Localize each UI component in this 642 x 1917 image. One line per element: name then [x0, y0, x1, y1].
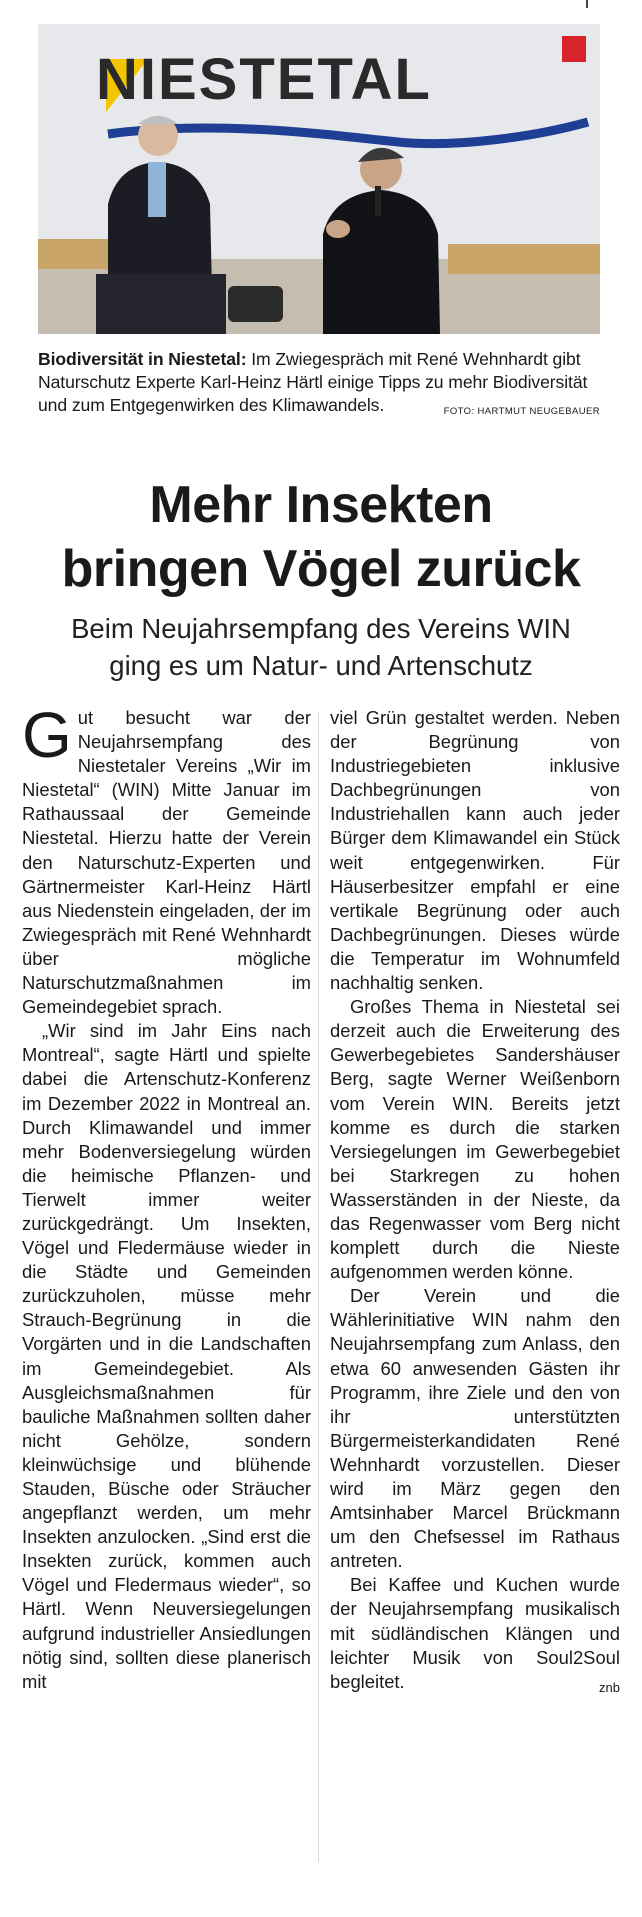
photo-caption: [38, 348, 600, 423]
caption-text: Im Zwiegespräch mit René Wehnhardt gibt Naturschutz Experte Karl-Heinz Härtl einige Tipps zu mehr Biodiversität und zum Entgegenwirken des Klimawandels.: [38, 349, 588, 415]
column-divider: [318, 712, 319, 1862]
paragraph-4: Großes Thema in Niestetal sei derzeit auch die Erweiterung des Gewerbegebietes Sandershäuser Berg, sagte Werner Weißenborn vom Verein WIN. Bereits jetzt komme es durch die starken Versiegelungen im Gewerbegebiet bei Starkregen zu hohen Wasserständen in der Nieste, da das Regenwasser vom Berg nicht komplett durch die Nieste aufgenommen werden könne.: [330, 996, 620, 1283]
headline-line-2: bringen Vögel zurück: [61, 540, 581, 598]
headline: [10, 473, 632, 601]
sign-text: NIESTETAL: [96, 47, 432, 112]
article-column-2: [330, 706, 620, 1700]
photo-two-men-talking: [38, 24, 600, 334]
subheadline-line-1: Beim Neujahrsempfang des Vereins WIN: [71, 613, 571, 644]
sign-red-square: [562, 36, 586, 62]
headline-line-1: Mehr Insekten: [149, 476, 493, 534]
drop-cap: G: [22, 699, 72, 771]
photo-credit: FOTO: HARTMUT NEUGEBAUER: [443, 406, 600, 417]
paragraph-5: Der Verein und die Wählerinitiative WIN nahm den Neujahrsempfang zum Anlass, den etwa 60 anwesenden Gästen ihr Programm, ihre Ziele und den von ihr unterstützten Bürgermeisterkandidaten René Wehnhardt vorzustellen. Dieser wird im März gegen den Amtsinhaber Marcel Brückmann um den Chefsessel im Rathaus antreten.: [330, 1285, 620, 1572]
author-signature: znb: [599, 1679, 620, 1695]
page-corner-mark: [586, 0, 588, 8]
subheadline: [10, 610, 632, 684]
paragraph-3: viel Grün gestaltet werden. Neben der Begrünung von Industriegebieten inklusive Dachbegrünungen von Industriehallen kann auch jeder Bürger dem Klimawandel ein Stück weit entgegenwirken. Für Häuserbesitzer empfahl er eine vertikale Begrünung oder auch Dachbegrünungen. Dieses würde die Temperatur im Wohnumfeld nachhaltig senken.: [330, 707, 620, 994]
paragraph-6-text: Bei Kaffee und Kuchen wurde der Neujahrsempfang musikalisch mit südländischen Klängen und leichter Musik von Soul2Soul begleitet.: [330, 1574, 620, 1692]
paragraph-6: [330, 1573, 620, 1693]
paragraph-1: [22, 699, 311, 1019]
article-column-1: [22, 699, 311, 1694]
subheadline-line-2: ging es um Natur- und Artenschutz: [109, 650, 533, 681]
paragraph-2: „Wir sind im Jahr Eins nach Montreal“, sagte Härtl und spielte dabei die Artenschutz-Konferenz im Dezember 2022 in Montreal an. Durch Klimawandel und immer mehr Bodenversiegelung würden die heimische Pflanzen- und Tierwelt immer weiter zurückgedrängt. Um Insekten, Vögel und Fledermäuse wieder in die Städte und Gemeinden zurückzuholen, müsse mehr Strauch-Begrünung in die Vorgärten und in die Landschaften im Gemeindegebiet. Als Ausgleichsmaßnahmen für bauliche Maßnahmen sollten daher nicht Gehölze, sondern kleinwüchsige und blühende Stauden, Büsche oder Sträucher angepflanzt werden, um mehr Insekten anzulocken. „Sind erst die Insekten zurück, kommen auch Vögel und Fledermaus wieder“, so Härtl. Wenn Neuversiegelungen aufgrund industrieller Ansiedlungen nötig sind, sollten diese planerisch mit: [22, 1020, 311, 1692]
article-photo: [38, 24, 600, 334]
caption-lead: Biodiversität in Niestetal:: [38, 349, 247, 369]
paragraph-1-text: ut besucht war der Neujahrsempfang des Niestetaler Vereins „Wir im Niestetal“ (WIN) Mitte Januar im Rathaussaal der Gemeinde Niestetal. Hierzu hatte der Verein den Naturschutz-Experten und Gärtnermeister Karl-Heinz Härtl aus Niedenstein eingeladen, der im Zwiegespräch mit René Wehnhardt über mögliche Naturschutzmaßnahmen im Gemeindegebiet sprach.: [22, 707, 311, 1018]
